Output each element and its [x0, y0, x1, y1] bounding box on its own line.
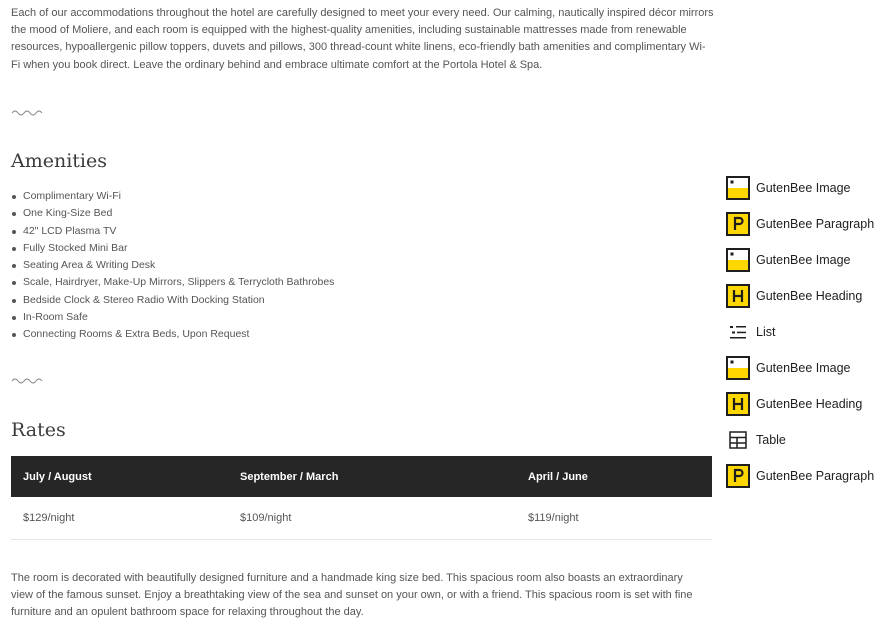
block-item-label: List [756, 325, 776, 339]
list-item: Complimentary Wi-Fi [11, 188, 334, 205]
block-item-label: GutenBee Image [756, 181, 851, 195]
block-item-label: GutenBee Image [756, 253, 851, 267]
wave-divider [11, 108, 43, 116]
paragraph-block-icon [726, 212, 750, 236]
outro-paragraph: The room is decorated with beautifully designed furniture and a handmade king size bed. This spacious room also boasts an extraordinary view of the famous sunset. Enjoy a breathtaking view of the sea and sunset on your own, or with a friend. This spacious room is set with fine furniture and an opulent bathroom space for relaxing throughout the day. [11, 572, 693, 619]
list-item: 42" LCD Plasma TV [11, 223, 334, 240]
block-item-label: GutenBee Heading [756, 289, 863, 303]
image-block-icon [726, 176, 750, 200]
rates-heading: Rates [11, 419, 66, 441]
block-item-image[interactable] [726, 350, 890, 386]
image-block-icon [726, 356, 750, 380]
block-item-image[interactable] [726, 242, 890, 278]
block-item-label: Table [756, 433, 786, 447]
table-header-cell: July / August [11, 456, 228, 497]
table-cell: $129/night [11, 497, 228, 540]
block-item-label: GutenBee Paragraph [756, 469, 875, 483]
list-item: Connecting Rooms & Extra Beds, Upon Request [11, 326, 334, 343]
intro-paragraph: Each of our accommodations throughout the hotel are carefully designed to meet your every need. Our calming, nautically inspired décor mirrors the mood of Moliere, and each room is equipped with the highest-quality amenities, including sustainable mattresses made from renewable resources, hypoallergenic pillow toppers, duvets and pillows, 300 thread-count white linens, eco-friendly bath amenities and complimentary Wi-Fi when you book direct. Leave the ordinary behind and embrace ultimate comfort at the Portola Hotel & Spa. [11, 7, 714, 71]
list-block-icon [726, 320, 750, 344]
table-header-row [11, 456, 712, 497]
list-item: One King-Size Bed [11, 205, 334, 222]
wave-divider [11, 376, 43, 384]
heading-block-icon [726, 284, 750, 308]
table-cell: $119/night [516, 497, 712, 540]
image-block-icon [726, 248, 750, 272]
block-item-list[interactable] [726, 314, 890, 350]
paragraph-block-icon [726, 464, 750, 488]
table-row [11, 497, 712, 540]
list-item: In-Room Safe [11, 309, 334, 326]
block-item-table[interactable] [726, 422, 890, 458]
block-list [726, 170, 890, 494]
rates-table [11, 456, 712, 540]
table-header-cell: April / June [516, 456, 712, 497]
list-item: Bedside Clock & Stereo Radio With Docking Station [11, 292, 334, 309]
table-cell: $109/night [228, 497, 516, 540]
list-item: Scale, Hairdryer, Make-Up Mirrors, Slippers & Terrycloth Bathrobes [11, 274, 334, 291]
block-item-paragraph[interactable] [726, 206, 890, 242]
table-block-icon [726, 428, 750, 452]
amenities-list [11, 188, 334, 344]
amenities-heading: Amenities [11, 150, 108, 172]
block-item-paragraph[interactable] [726, 458, 890, 494]
list-item: Fully Stocked Mini Bar [11, 240, 334, 257]
list-item: Seating Area & Writing Desk [11, 257, 334, 274]
table-header-cell: September / March [228, 456, 516, 497]
block-item-heading[interactable] [726, 278, 890, 314]
block-item-label: GutenBee Heading [756, 397, 863, 411]
block-item-label: GutenBee Image [756, 361, 851, 375]
block-item-image[interactable] [726, 170, 890, 206]
block-item-label: GutenBee Paragraph [756, 217, 875, 231]
heading-block-icon [726, 392, 750, 416]
block-item-heading[interactable] [726, 386, 890, 422]
